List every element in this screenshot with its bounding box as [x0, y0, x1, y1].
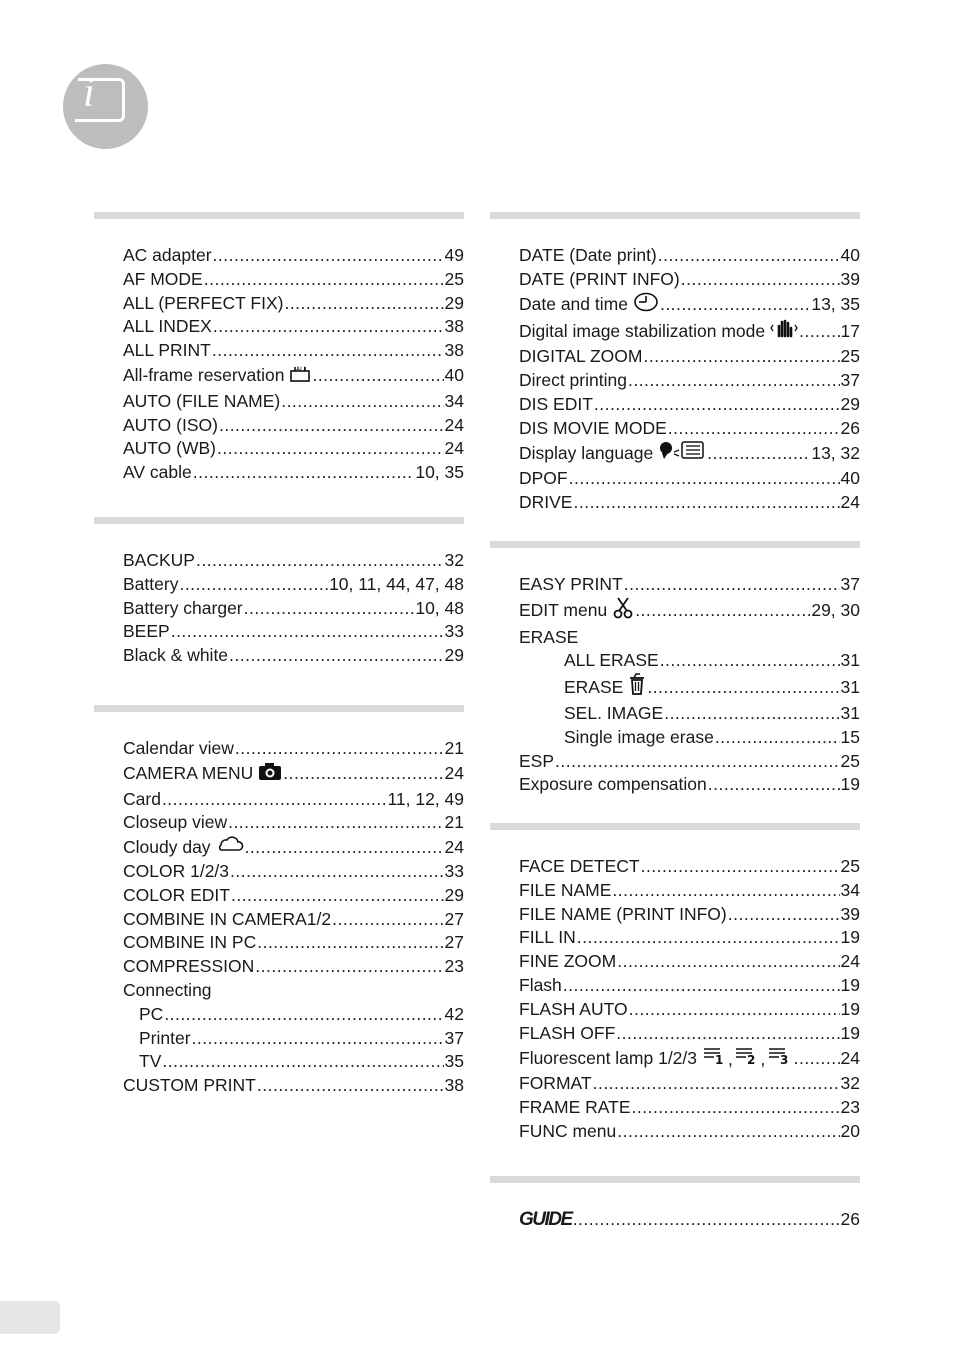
index-entry — [123, 437, 464, 461]
index-term: FLASH OFF — [519, 1022, 616, 1043]
index-entry — [123, 737, 464, 761]
index-term: DATE (PRINT INFO) — [519, 268, 680, 289]
leader-dots — [628, 369, 840, 393]
page-reference: 37 — [840, 574, 860, 594]
index-entry — [519, 573, 860, 597]
index-term: AF MODE — [123, 268, 203, 289]
page-reference: 32 — [840, 1073, 860, 1094]
index-entry — [123, 1074, 464, 1098]
leader-dots — [281, 390, 443, 414]
page-reference: 11, 12, 49 — [387, 788, 464, 809]
index-entry — [123, 788, 464, 812]
index-entry — [123, 573, 464, 597]
leader-dots — [664, 702, 839, 726]
language-icon — [658, 440, 706, 467]
index-term: DATE (Date print) — [519, 245, 657, 265]
page-reference: 40 — [840, 468, 860, 489]
page-reference: 10, 11, 44, 47, 48 — [329, 573, 464, 594]
index-entry — [123, 461, 464, 485]
page-reference: 39 — [840, 268, 860, 289]
leader-dots — [162, 788, 387, 812]
page-reference: 19 — [840, 927, 860, 948]
index-entry — [519, 773, 860, 797]
leader-dots — [799, 320, 839, 344]
index-entry — [139, 1003, 464, 1027]
index-term: Digital image stabilization mode — [519, 318, 798, 345]
index-entry — [123, 414, 464, 438]
index-term: COLOR EDIT — [123, 884, 230, 905]
leader-dots — [196, 549, 444, 573]
index-term: Connecting — [123, 979, 212, 1000]
camera-icon — [258, 761, 282, 788]
page-reference: 24 — [444, 414, 464, 435]
index-entry — [123, 644, 464, 668]
info-icon: i — [83, 70, 95, 116]
index-term: COMPRESSION — [123, 956, 255, 977]
index-entry — [123, 955, 464, 979]
index-entry — [519, 1208, 860, 1232]
page-reference: 29 — [444, 292, 464, 313]
leader-dots — [641, 855, 840, 879]
page-reference: 38 — [444, 340, 464, 361]
page-reference: 21 — [444, 812, 464, 833]
index-term: AUTO (ISO) — [123, 414, 218, 435]
index-term: AUTO (FILE NAME) — [123, 390, 281, 411]
leader-dots — [681, 268, 840, 292]
leader-dots — [624, 573, 840, 597]
page-reference: 40 — [840, 245, 860, 265]
index-term: DRIVE — [519, 491, 573, 512]
index-term: ERASE — [564, 673, 646, 702]
page-reference: 24 — [444, 763, 464, 784]
page-reference: 39 — [840, 903, 860, 924]
index-entry — [519, 491, 860, 515]
leader-dots — [668, 417, 840, 441]
index-entry — [123, 597, 464, 621]
leader-dots — [284, 292, 443, 316]
index-term: FACE DETECT — [519, 856, 640, 876]
page-reference: 23 — [840, 1096, 860, 1117]
leader-dots — [213, 315, 444, 339]
index-entry — [519, 369, 860, 393]
page-reference: 24 — [444, 438, 464, 459]
index-entry — [519, 950, 860, 974]
index-entry — [564, 649, 860, 673]
leader-dots — [707, 442, 810, 466]
index-term: Date and time — [519, 292, 659, 319]
index-section-a — [94, 212, 464, 485]
index-term: FILE NAME (PRINT INFO) — [519, 903, 727, 924]
index-term: Fluorescent lamp 1/2/3 1 , 2 , 3 — [519, 1045, 793, 1072]
index-section-f — [490, 823, 860, 1144]
page-reference: 26 — [840, 1209, 860, 1229]
page-reference: 34 — [444, 390, 464, 411]
index-term: ERASE — [519, 626, 579, 647]
index-entry — [519, 1022, 860, 1046]
page-reference: 25 — [444, 268, 464, 289]
leader-dots — [192, 1027, 444, 1051]
index-entry — [519, 345, 860, 369]
index-term: EDIT menu — [519, 597, 634, 626]
index-entry — [123, 860, 464, 884]
index-entry — [564, 726, 860, 750]
page-reference: 33 — [444, 860, 464, 881]
page-reference: 35 — [444, 1051, 464, 1072]
page-reference: 17 — [840, 320, 860, 341]
page-reference: 19 — [840, 774, 860, 795]
leader-dots — [569, 467, 840, 491]
section-divider — [94, 517, 464, 524]
page-reference: 40 — [444, 365, 464, 386]
page-reference: 21 — [444, 738, 464, 758]
index-entry — [123, 884, 464, 908]
leader-dots — [257, 1074, 444, 1098]
entry-list — [94, 549, 464, 668]
leader-dots — [162, 1050, 443, 1074]
index-entry — [519, 467, 860, 491]
index-entry — [519, 597, 860, 626]
leader-dots — [593, 1072, 840, 1096]
index-entry — [123, 244, 464, 268]
leader-dots — [629, 998, 840, 1022]
stabilization-hand-icon — [770, 318, 798, 345]
index-entry — [123, 549, 464, 573]
index-term: Direct printing — [519, 369, 627, 390]
leader-dots — [212, 339, 444, 363]
leader-dots — [179, 573, 328, 597]
leader-dots — [204, 268, 444, 292]
entry-list — [94, 737, 464, 1098]
entry-list — [490, 855, 860, 1144]
page-reference: 31 — [840, 702, 860, 723]
index-term: ALL (PERFECT FIX) — [123, 292, 284, 313]
leader-dots — [616, 1022, 839, 1046]
section-divider — [490, 212, 860, 219]
leader-dots — [563, 974, 840, 998]
index-section-e — [490, 541, 860, 797]
entry-list — [490, 244, 860, 515]
svg-text:1: 1 — [715, 1053, 724, 1066]
page-reference: 38 — [444, 316, 464, 337]
page-reference: 37 — [840, 369, 860, 390]
index-term: ALL INDEX — [123, 316, 212, 337]
page-reference: 37 — [444, 1027, 464, 1048]
index-entry — [519, 903, 860, 927]
page-reference: 29 — [444, 645, 464, 666]
index-entry — [564, 702, 860, 726]
page-reference: 15 — [840, 726, 860, 747]
index-term: GUIDE — [519, 1209, 572, 1230]
index-entry — [519, 393, 860, 417]
index-term: COMBINE IN PC — [123, 932, 257, 953]
page-reference: 13, 32 — [811, 442, 860, 463]
index-term: CAMERA MENU — [123, 761, 282, 788]
page-reference: 20 — [840, 1120, 860, 1141]
clock-icon — [633, 292, 659, 319]
index-term: FILL IN — [519, 927, 576, 948]
leader-dots — [230, 860, 444, 884]
page-reference: 19 — [840, 998, 860, 1019]
index-term: Flash — [519, 974, 562, 995]
leader-dots — [708, 773, 840, 797]
leader-dots — [555, 750, 840, 774]
leader-dots — [164, 1003, 443, 1027]
index-term: EASY PRINT — [519, 574, 623, 594]
section-divider — [490, 1176, 860, 1183]
cloud-icon — [216, 835, 244, 860]
index-entry — [123, 835, 464, 860]
index-entry — [123, 908, 464, 932]
index-term: Display language — [519, 440, 706, 467]
index-term: BACKUP — [123, 550, 195, 570]
section-divider — [490, 823, 860, 830]
index-entry — [139, 1050, 464, 1074]
index-entry — [123, 979, 464, 1003]
index-entry — [519, 1045, 860, 1072]
leader-dots — [715, 726, 840, 750]
leader-dots — [794, 1047, 840, 1071]
page-reference: 24 — [444, 836, 464, 857]
index-term: Cloudy day — [123, 835, 244, 860]
leader-dots — [255, 955, 443, 979]
page-reference: 34 — [840, 879, 860, 900]
page-reference: 10, 48 — [415, 597, 464, 618]
index-term: FUNC menu — [519, 1120, 617, 1141]
index-entry — [123, 292, 464, 316]
index-entry — [519, 926, 860, 950]
index-entry — [519, 626, 860, 650]
leader-dots — [219, 414, 444, 438]
index-term: ESP — [519, 750, 555, 771]
svg-text:2: 2 — [747, 1053, 756, 1066]
page-reference: 25 — [840, 346, 860, 367]
leader-dots — [573, 1208, 840, 1232]
index-entry — [519, 750, 860, 774]
svg-text:3: 3 — [779, 1053, 789, 1066]
page-reference: 27 — [444, 932, 464, 953]
leader-dots — [312, 364, 443, 388]
page-reference: 24 — [840, 951, 860, 972]
leader-dots — [658, 244, 840, 268]
page-reference: 25 — [840, 856, 860, 876]
leader-dots — [231, 884, 444, 908]
index-term: PC — [139, 1003, 164, 1024]
index-term: Printer — [139, 1027, 191, 1048]
fluorescent-lamp-icons: 1 , 2 , 3 — [715, 1049, 789, 1070]
page-reference: 10, 35 — [415, 462, 464, 483]
leader-dots — [257, 931, 443, 955]
index-entry — [123, 315, 464, 339]
leader-dots — [573, 491, 839, 515]
index-term: DPOF — [519, 468, 568, 489]
page-reference: 31 — [840, 676, 860, 697]
index-term: Exposure compensation — [519, 774, 707, 795]
index-entry — [519, 855, 860, 879]
index-section-c — [94, 705, 464, 1098]
index-entry — [519, 974, 860, 998]
leader-dots — [635, 599, 810, 623]
index-term: TV — [139, 1051, 162, 1072]
index-section-g — [490, 1176, 860, 1232]
index-term: Calendar view — [123, 738, 234, 758]
index-entry — [519, 879, 860, 903]
scissors-icon — [612, 597, 634, 626]
leader-dots — [647, 676, 839, 700]
index-entry — [123, 390, 464, 414]
page-reference: 24 — [840, 491, 860, 512]
page-reference: 13, 35 — [811, 294, 860, 315]
index-entry — [123, 339, 464, 363]
all-frame-reservation-icon — [289, 363, 311, 390]
index-term: DIGITAL ZOOM — [519, 346, 643, 367]
leader-dots — [332, 908, 443, 932]
index-term: ALL PRINT — [123, 340, 211, 361]
leader-dots — [213, 244, 444, 268]
leader-dots — [632, 1096, 840, 1120]
index-term: FRAME RATE — [519, 1096, 631, 1117]
index-entry — [519, 244, 860, 268]
index-term: Black & white — [123, 645, 229, 666]
leader-dots — [660, 293, 810, 317]
leader-dots — [244, 597, 415, 621]
index-term: Single image erase — [564, 726, 714, 747]
leader-dots — [228, 811, 443, 835]
index-entry — [123, 761, 464, 788]
leader-dots — [594, 393, 840, 417]
index-term: Card — [123, 788, 161, 809]
index-term: FILE NAME — [519, 879, 612, 900]
index-term: FORMAT — [519, 1073, 592, 1094]
leader-dots — [617, 1120, 839, 1144]
index-entry — [519, 1072, 860, 1096]
index-entry — [519, 292, 860, 319]
leader-dots — [217, 437, 444, 461]
index-entry — [519, 1120, 860, 1144]
leader-dots — [171, 620, 444, 644]
page-reference: 38 — [444, 1075, 464, 1096]
index-term: AV cable — [123, 462, 192, 483]
page-reference: 31 — [840, 650, 860, 671]
entry-list — [490, 573, 860, 797]
page-reference: 26 — [840, 417, 860, 438]
index-entry — [519, 1096, 860, 1120]
index-term: CUSTOM PRINT — [123, 1075, 256, 1096]
page-number-tab — [0, 1301, 60, 1334]
index-entry — [123, 363, 464, 390]
trash-icon — [628, 673, 646, 702]
page-reference: 29 — [840, 393, 860, 414]
leader-dots — [612, 879, 839, 903]
index-entry — [519, 318, 860, 345]
index-section-b — [94, 517, 464, 668]
leader-dots — [193, 461, 415, 485]
page-reference: 24 — [840, 1047, 860, 1068]
index-term: Battery charger — [123, 597, 243, 618]
index-entry — [564, 673, 860, 702]
index-entry — [123, 620, 464, 644]
index-term: COLOR 1/2/3 — [123, 860, 230, 881]
page-reference: 27 — [444, 908, 464, 929]
leader-dots — [728, 903, 840, 927]
index-entry — [123, 931, 464, 955]
page-reference: 29 — [444, 884, 464, 905]
leader-dots — [283, 762, 443, 786]
index-entry — [519, 417, 860, 441]
section-divider — [94, 705, 464, 712]
index-term: DIS MOVIE MODE — [519, 417, 667, 438]
leader-dots — [229, 644, 443, 668]
section-divider — [94, 212, 464, 219]
page-reference: 42 — [444, 1003, 464, 1024]
index-section-d — [490, 212, 860, 515]
index-term: Closeup view — [123, 812, 228, 833]
leader-dots — [660, 649, 840, 673]
svg-text:ALL: ALL — [296, 365, 308, 373]
index-entry — [123, 811, 464, 835]
page-reference: 19 — [840, 974, 860, 995]
leader-dots — [643, 345, 839, 369]
index-entry — [519, 998, 860, 1022]
index-term: DIS EDIT — [519, 393, 593, 414]
index-entry — [519, 268, 860, 292]
index-entry — [519, 440, 860, 467]
index-term: All-frame reservation ALL — [123, 363, 311, 390]
page-reference: 33 — [444, 621, 464, 642]
index-entry — [123, 268, 464, 292]
page-reference: 29, 30 — [811, 600, 860, 621]
index-term: FLASH AUTO — [519, 998, 628, 1019]
page-reference: 19 — [840, 1022, 860, 1043]
entry-list — [94, 244, 464, 485]
leader-dots — [235, 737, 444, 761]
page-reference: 23 — [444, 956, 464, 977]
page-reference: 32 — [444, 550, 464, 570]
index-entry — [139, 1027, 464, 1051]
index-term: SEL. IMAGE — [564, 702, 664, 723]
index-term: AC adapter — [123, 245, 212, 265]
leader-dots — [245, 836, 444, 860]
page-reference: 49 — [444, 245, 464, 265]
index-term: Battery — [123, 573, 179, 594]
entry-list — [490, 1208, 860, 1232]
page-reference: 25 — [840, 750, 860, 771]
index-term: ALL ERASE — [564, 650, 659, 671]
info-badge — [63, 64, 148, 149]
index-term: AUTO (WB) — [123, 438, 217, 459]
index-term: COMBINE IN CAMERA1/2 — [123, 908, 332, 929]
index-term: FINE ZOOM — [519, 951, 617, 972]
leader-dots — [617, 950, 839, 974]
index-term: BEEP — [123, 621, 170, 642]
leader-dots — [577, 926, 840, 950]
section-divider — [490, 541, 860, 548]
